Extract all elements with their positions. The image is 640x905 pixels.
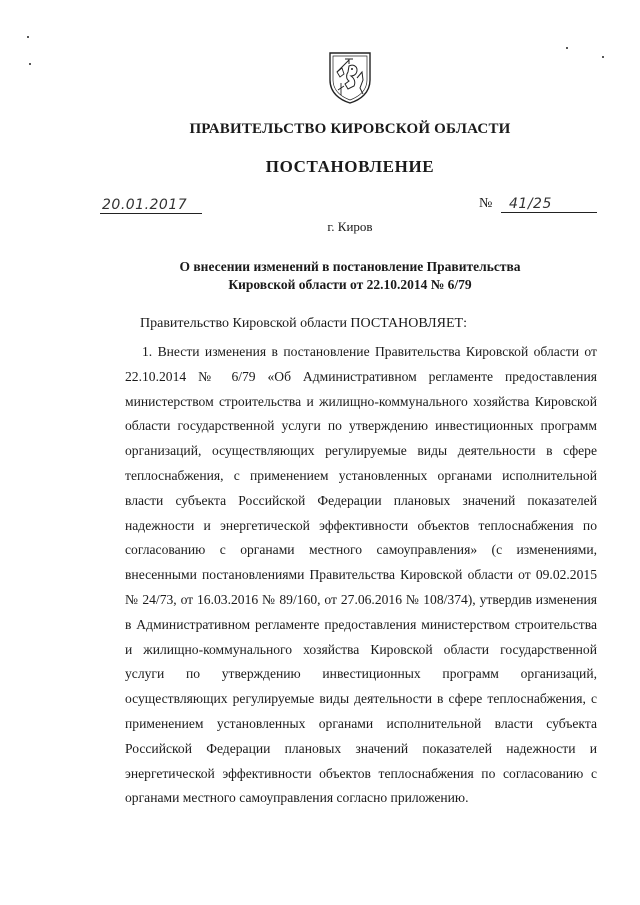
scan-speck (566, 47, 568, 49)
paragraph-1: 1. Внести изменения в постановление Правительства Кировской области от 22.10.2014 № 6/79 «Об Административном регламенте предоставления министерством строительства и жилищно-коммунального хозяйства Кировской области государственной услуги по утверждению инвестиционных программ организаций, осуществляющих регулируемые виды деятельности в сфере теплоснабжения, с применением установленных органами исполнительной власти субъекта Российской Федерации плановых значений показателей надежности и энергетической эффективности объектов теплоснабжения по согласованию с органами местного самоуправления» (с изменениями, внесенными постановлениями Правительства Кировской области от 09.02.2015 № 24/73, от 16.03.2016 № 89/160, от 27.06.2016 № 108/374), утвердив изменения в Административном регламенте предоставления министерством строительства и жилищно-коммунального хозяйства Кировской области государственной услуги по утверждению инвестиционных программ организаций, осуществляющих регулируемые виды деятельности в сфере теплоснабжения, с применением установленных органами исполнительной власти субъекта Российской Федерации плановых значений показателей надежности и энергетической эффективности объектов теплоснабжения по согласованию с органами местного самоуправления согласно приложению. (125, 344, 597, 806)
city-label: г. Киров (327, 219, 373, 234)
number-sign: № (479, 196, 493, 211)
document-number-field (479, 195, 597, 213)
handwritten-number: 41/25 (509, 196, 552, 212)
subject-line-1: О внесении изменений в постановление Правительства (179, 259, 521, 274)
document-subject (0, 258, 640, 294)
scan-speck (27, 36, 29, 38)
date-field (100, 195, 202, 214)
kirov-region-coat-of-arms-icon (327, 50, 373, 104)
scan-speck (29, 63, 31, 65)
handwritten-date: 20.01.2017 (102, 197, 188, 213)
scan-speck (602, 56, 604, 58)
subject-line-2: Кировской области от 22.10.2014 № 6/79 (228, 277, 472, 292)
number-underline (501, 194, 597, 213)
document-type-title: ПОСТАНОВЛЕНИЕ (265, 157, 435, 176)
government-title: ПРАВИТЕЛЬСТВО КИРОВСКОЙ ОБЛАСТИ (189, 121, 511, 137)
decree-statement: Правительство Кировской области ПОСТАНОВЛЯЕТ: (140, 316, 467, 331)
